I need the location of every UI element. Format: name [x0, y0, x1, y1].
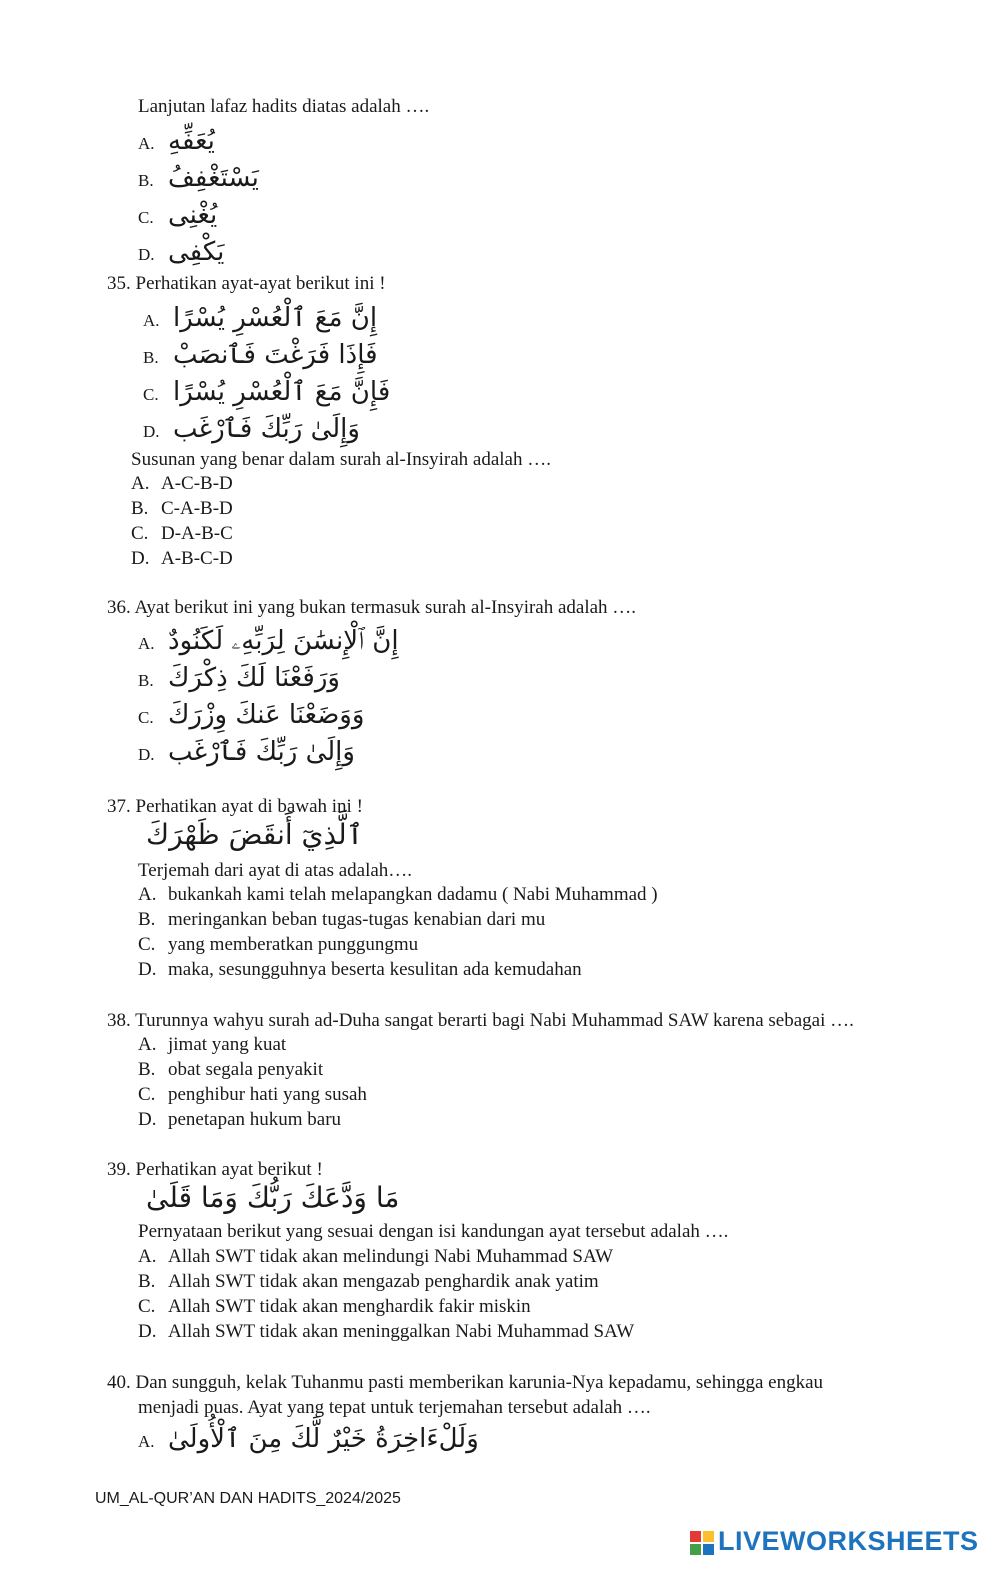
option-label: B. — [138, 171, 154, 190]
q37-option-a[interactable] — [138, 884, 658, 906]
option-text: penghibur hati yang susah — [168, 1084, 367, 1105]
option-label: D. — [138, 245, 155, 264]
arabic-text: إِنَّ مَعَ ٱلْعُسْرِ يُسْرًا — [173, 303, 378, 333]
arabic-text: وَإِلَىٰ رَبِّكَ فَٱرْغَب — [168, 737, 355, 767]
verse-label: B. — [143, 348, 159, 367]
arabic-text: يُعَفِّهِ — [168, 126, 215, 156]
option-label: D. — [138, 1109, 157, 1130]
option-text: maka, sesungguhnya beserta kesulitan ada kemudahan — [168, 959, 582, 980]
q37-stem — [107, 796, 363, 818]
option-label: B. — [131, 498, 149, 519]
q35-verse-b — [143, 340, 378, 370]
q38-option-b[interactable] — [138, 1059, 323, 1081]
q35-verse-d — [143, 414, 360, 444]
option-text: C-A-B-D — [161, 498, 233, 519]
q39-arabic-verse: مَا وَدَّعَكَ رَبُّكَ وَمَا قَلَىٰ — [146, 1181, 400, 1214]
q35-option-a[interactable] — [131, 473, 233, 495]
option-text: A-C-B-D — [161, 473, 233, 494]
q39-question: Pernyataan berikut yang sesuai dengan isi kandungan ayat tersebut adalah …. — [138, 1221, 729, 1242]
q37-option-b[interactable] — [138, 909, 545, 931]
option-label: B. — [138, 1059, 156, 1080]
option-label: A. — [138, 1246, 157, 1267]
question-text: Perhatikan ayat-ayat berikut ini ! — [135, 273, 386, 294]
question-text: Perhatikan ayat di bawah ini ! — [135, 796, 363, 817]
q39-option-b[interactable] — [138, 1271, 599, 1293]
verse-label: A. — [143, 311, 160, 330]
option-label: C. — [138, 934, 156, 955]
q34-stem: Lanjutan lafaz hadits diatas adalah …. — [138, 96, 430, 117]
q38-option-d[interactable] — [138, 1109, 341, 1131]
q38-option-a[interactable] — [138, 1034, 286, 1056]
option-text: obat segala penyakit — [168, 1059, 324, 1080]
q37-option-d[interactable] — [138, 959, 582, 981]
verse-label: C. — [143, 385, 159, 404]
q34-option-d[interactable] — [138, 237, 224, 267]
q34-option-a[interactable] — [138, 126, 215, 156]
arabic-text: يَكْفِى — [168, 237, 225, 267]
option-label: A. — [138, 1034, 157, 1055]
option-label: A. — [138, 634, 155, 653]
option-text: D-A-B-C — [161, 523, 233, 544]
q36-option-a[interactable] — [138, 626, 399, 656]
option-label: B. — [138, 671, 154, 690]
question-number: 38. — [107, 1010, 131, 1031]
q35-verse-c — [143, 377, 390, 407]
liveworksheets-logo-icon — [690, 1531, 714, 1561]
brand-name: LIVEWORKSHEETS — [718, 1526, 979, 1556]
q34-option-b[interactable] — [138, 163, 259, 193]
q39-option-d[interactable] — [138, 1321, 634, 1343]
arabic-text: وَوَضَعْنَا عَنكَ وِزْرَكَ — [168, 700, 365, 730]
liveworksheets-brand[interactable] — [690, 1526, 979, 1561]
q37-option-c[interactable] — [138, 934, 418, 956]
option-label: D. — [138, 1321, 157, 1342]
verse-label: D. — [143, 422, 160, 441]
arabic-text: وَإِلَىٰ رَبِّكَ فَٱرْغَب — [173, 414, 360, 444]
q35-verse-a — [143, 303, 377, 333]
option-label: A. — [138, 134, 155, 153]
option-text: bukankah kami telah melapangkan dadamu ( Nabi Muhammad ) — [168, 884, 658, 905]
q40-stem — [107, 1372, 823, 1394]
q34-option-c[interactable] — [138, 200, 217, 230]
q40-option-a[interactable] — [138, 1424, 479, 1454]
option-text: yang memberatkan punggungmu — [168, 934, 419, 955]
option-text: jimat yang kuat — [168, 1034, 287, 1055]
option-label: A. — [131, 473, 150, 494]
arabic-text: يُغْنِى — [168, 200, 218, 230]
q39-stem — [107, 1159, 323, 1181]
q35-option-b[interactable] — [131, 498, 233, 520]
option-label: D. — [131, 548, 150, 569]
arabic-text: وَرَفَعْنَا لَكَ ذِكْرَكَ — [168, 663, 340, 693]
option-text: meringankan beban tugas-tugas kenabian dari mu — [168, 909, 546, 930]
option-label: B. — [138, 1271, 156, 1292]
q37-question: Terjemah dari ayat di atas adalah…. — [138, 860, 413, 881]
option-label: C. — [138, 1296, 156, 1317]
q36-stem — [107, 597, 636, 619]
option-text: A-B-C-D — [161, 548, 233, 569]
q39-option-a[interactable] — [138, 1246, 613, 1268]
option-label: C. — [138, 208, 154, 227]
option-label: C. — [138, 708, 154, 727]
option-label: A. — [138, 884, 157, 905]
arabic-text: إِنَّ ٱلْإِنسَٰنَ لِرَبِّهِۦ لَكَنُودٌ — [168, 626, 399, 656]
question-number: 39. — [107, 1159, 131, 1180]
q37-arabic-verse: ٱلَّذِيٓ أَنقَضَ ظَهْرَكَ — [146, 818, 364, 851]
q36-option-c[interactable] — [138, 700, 364, 730]
option-label: C. — [131, 523, 149, 544]
q36-option-b[interactable] — [138, 663, 340, 693]
q40-stem-continued: menjadi puas. Ayat yang tepat untuk terjemahan tersebut adalah …. — [138, 1397, 651, 1418]
question-number: 37. — [107, 796, 131, 817]
arabic-text: وَلَلْءَاخِرَةُ خَيْرٌ لَّكَ مِنَ ٱلْأُولَىٰ — [168, 1424, 479, 1454]
question-number: 35. — [107, 273, 131, 294]
q38-option-c[interactable] — [138, 1084, 367, 1106]
option-text: penetapan hukum baru — [168, 1109, 342, 1130]
arabic-text: فَإِنَّ مَعَ ٱلْعُسْرِ يُسْرًا — [173, 377, 391, 407]
q36-option-d[interactable] — [138, 737, 355, 767]
option-label: D. — [138, 959, 157, 980]
q39-option-c[interactable] — [138, 1296, 531, 1318]
q35-question: Susunan yang benar dalam surah al-Insyirah adalah …. — [131, 449, 551, 470]
question-text: Ayat berikut ini yang bukan termasuk surah al-Insyirah adalah …. — [134, 597, 637, 618]
option-text: Allah SWT tidak akan menghardik fakir miskin — [168, 1296, 531, 1317]
option-label: A. — [138, 1432, 155, 1451]
option-text: Allah SWT tidak akan mengazab penghardik anak yatim — [168, 1271, 599, 1292]
q35-option-d[interactable] — [131, 548, 233, 570]
option-text: Allah SWT tidak akan meninggalkan Nabi Muhammad SAW — [168, 1321, 635, 1342]
q38-stem — [107, 1010, 854, 1032]
arabic-text: يَسْتَغْفِفُ — [168, 163, 259, 193]
question-text: Turunnya wahyu surah ad-Duha sangat berarti bagi Nabi Muhammad SAW karena sebagai …. — [135, 1010, 854, 1031]
q35-option-c[interactable] — [131, 523, 233, 545]
option-text: Allah SWT tidak akan melindungi Nabi Muhammad SAW — [168, 1246, 614, 1267]
page-footer: UM_AL-QUR’AN DAN HADITS_2024/2025 — [95, 1490, 401, 1507]
q35-stem — [107, 273, 386, 295]
question-number: 40. — [107, 1372, 131, 1393]
arabic-text: فَإِذَا فَرَغْتَ فَٱنصَبْ — [173, 340, 378, 370]
question-text: Perhatikan ayat berikut ! — [135, 1159, 323, 1180]
question-number: 36. — [107, 597, 131, 618]
option-label: C. — [138, 1084, 156, 1105]
option-label: B. — [138, 909, 156, 930]
question-text: Dan sungguh, kelak Tuhanmu pasti memberikan karunia-Nya kepadamu, sehingga engkau — [135, 1372, 824, 1393]
option-label: D. — [138, 745, 155, 764]
